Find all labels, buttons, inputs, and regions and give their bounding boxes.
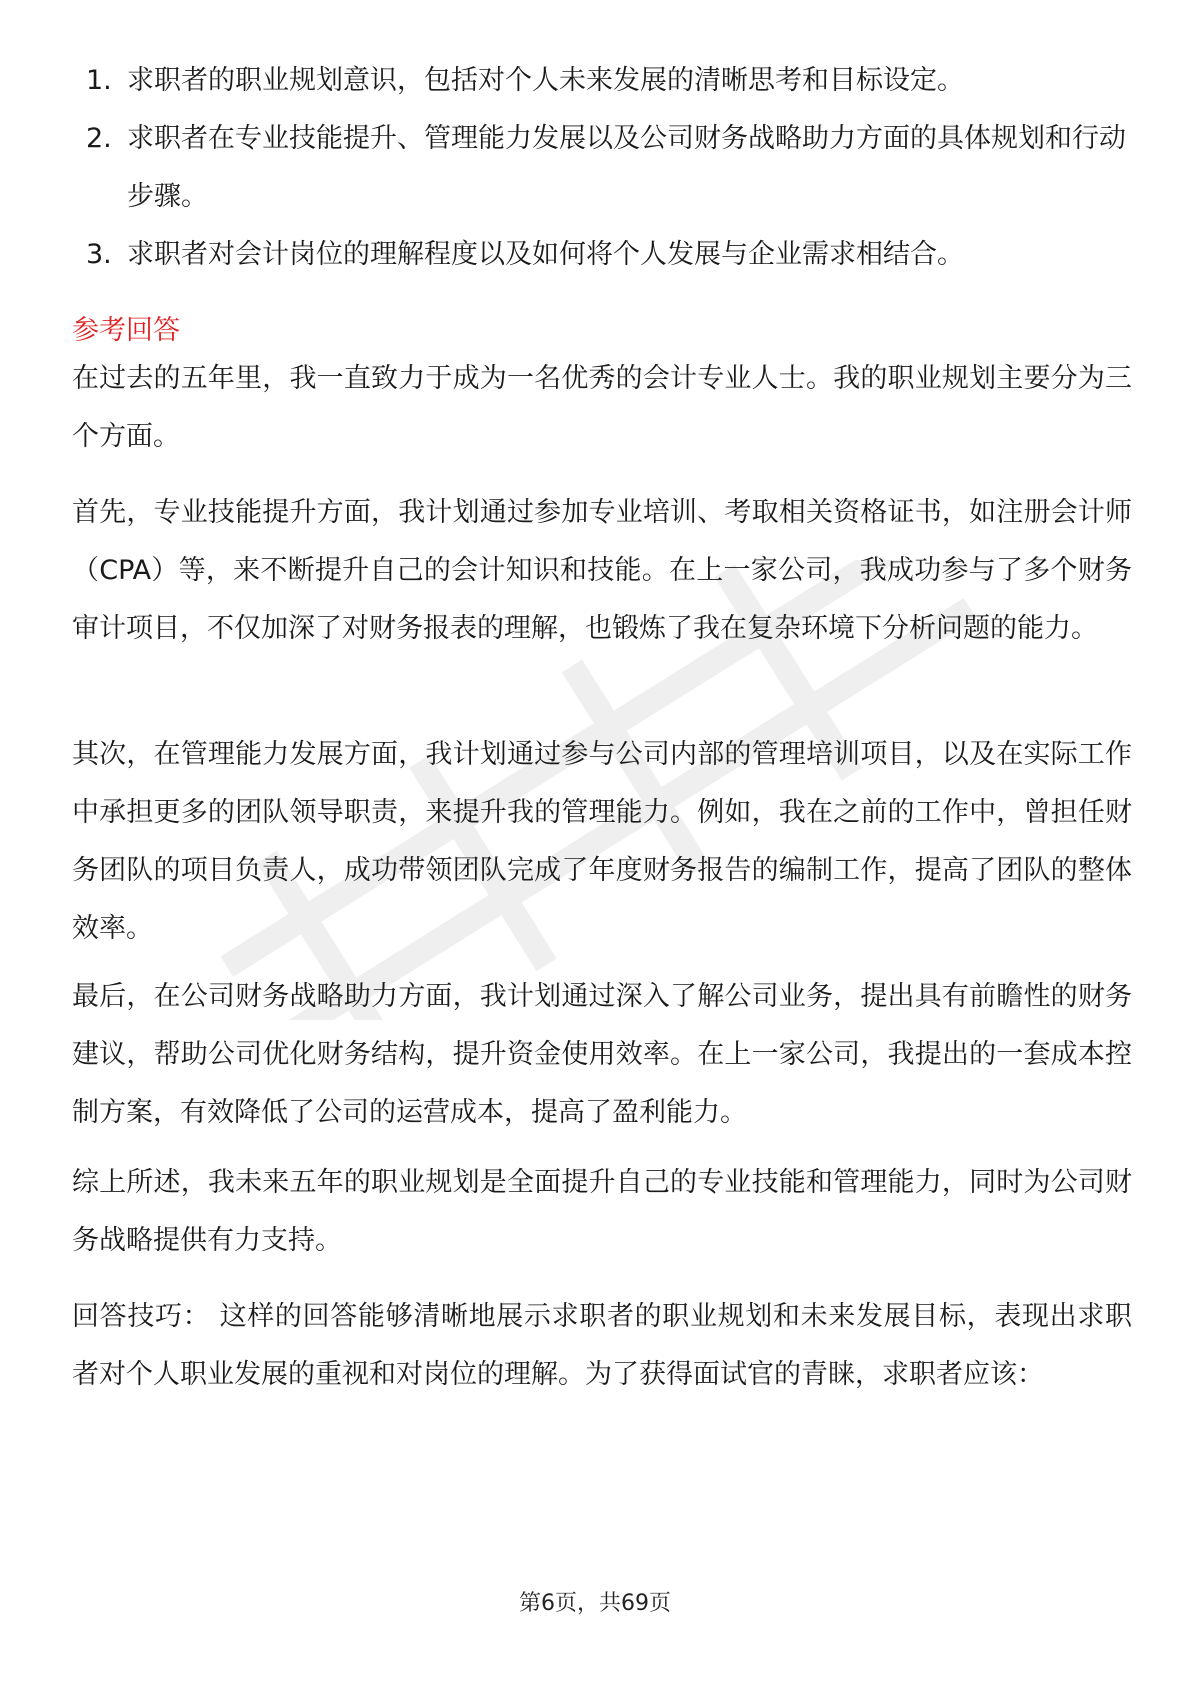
list-item (72, 226, 1132, 284)
criteria-list (72, 52, 1132, 284)
paragraph-summary: 综上所述，我未来五年的职业规划是全面提升自己的专业技能和管理能力，同时为公司财务战略提供有力支持。 (72, 1167, 1132, 1256)
list-item-number: 2. (86, 123, 112, 154)
reference-answer-heading: 参考回答 (72, 315, 180, 346)
list-item-number: 3. (86, 239, 112, 270)
list-item (72, 52, 1132, 110)
list-item-number: 1. (86, 65, 112, 96)
paragraph-skills: 首先，专业技能提升方面，我计划通过参加专业培训、考取相关资格证书，如注册会计师（CPA）等，来不断提升自己的会计知识和技能。在上一家公司，我成功参与了多个财务审计项目，不仅加深了对财务报表的理解，也锻炼了我在复杂环境下分析问题的能力。 (72, 497, 1132, 644)
paragraph-management: 其次，在管理能力发展方面，我计划通过参与公司内部的管理培训项目，以及在实际工作中承担更多的团队领导职责，来提升我的管理能力。例如，我在之前的工作中，曾担任财务团队的项目负责人，成功带领团队完成了年度财务报告的编制工作，提高了团队的整体效率。 (72, 739, 1132, 944)
list-item-text: 求职者对会计岗位的理解程度以及如何将个人发展与企业需求相结合。 (127, 239, 964, 270)
list-item-text: 求职者在专业技能提升、管理能力发展以及公司财务战略助力方面的具体规划和行动步骤。 (127, 123, 1126, 212)
list-item-text: 求职者的职业规划意识，包括对个人未来发展的清晰思考和目标设定。 (127, 65, 964, 96)
paragraph-strategy: 最后，在公司财务战略助力方面，我计划通过深入了解公司业务，提出具有前瞻性的财务建议，帮助公司优化财务结构，提升资金使用效率。在上一家公司，我提出的一套成本控制方案，有效降低了公司的运营成本，提高了盈利能力。 (72, 981, 1132, 1128)
paragraph-intro: 在过去的五年里，我一直致力于成为一名优秀的会计专业人士。我的职业规划主要分为三个方面。 (72, 363, 1132, 452)
list-item (72, 110, 1132, 226)
page-number: 第6页，共69页 (519, 1591, 671, 1616)
paragraph-tips: 回答技巧： 这样的回答能够清晰地展示求职者的职业规划和未来发展目标，表现出求职者对个人职业发展的重视和对岗位的理解。为了获得面试官的青睐，求职者应该： (72, 1301, 1132, 1390)
